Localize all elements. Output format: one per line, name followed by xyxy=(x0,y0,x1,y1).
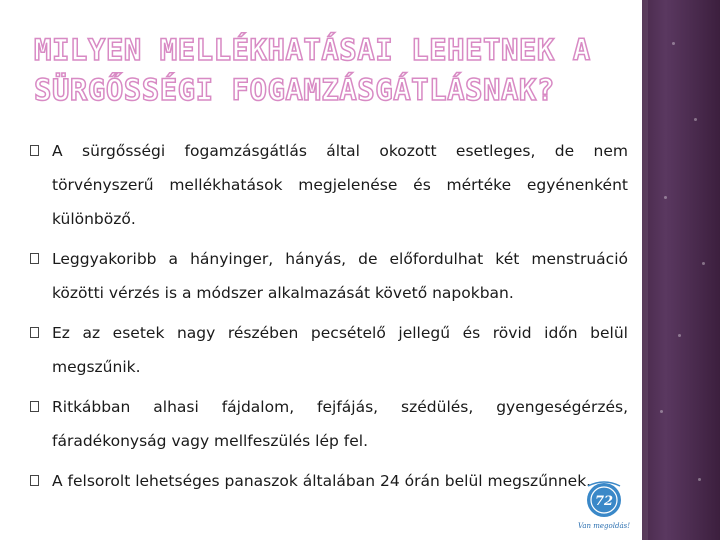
bullet-box-icon xyxy=(30,253,39,264)
bullet-box-icon xyxy=(30,401,39,412)
bullet-item xyxy=(30,316,628,384)
bullet-item xyxy=(30,242,628,310)
logo-text: Van megoldás! xyxy=(577,522,631,530)
side-stripe xyxy=(642,0,648,540)
slide-title xyxy=(34,30,624,110)
svg-text:72: 72 xyxy=(594,494,614,509)
side-dot xyxy=(660,410,663,413)
bullet-list xyxy=(30,134,628,504)
bullet-box-icon xyxy=(30,475,39,486)
title-line-1: MILYEN MELLÉKHATÁSAI LEHETNEK A xyxy=(34,33,591,67)
bullet-text: A sürgősségi fogamzásgátlás által okozott esetleges, de nem törvényszerű mellékhatások megjelenése és mértéke egyénenként különböző. xyxy=(52,142,628,228)
side-dot xyxy=(702,262,705,265)
side-dot xyxy=(664,196,667,199)
bullet-text: A felsorolt lehetséges panaszok általában 24 órán belül megszűnnek. xyxy=(52,472,592,490)
bullet-text: Ez az esetek nagy részében pecsételő jellegű és rövid időn belül megszűnik. xyxy=(52,324,628,376)
side-dot xyxy=(694,118,697,121)
bullet-item xyxy=(30,464,628,498)
logo xyxy=(572,476,636,536)
side-dot xyxy=(678,334,681,337)
title-line-2: SÜRGŐSSÉGI FOGAMZÁSGÁTLÁSNAK? xyxy=(34,73,555,107)
bullet-text: Leggyakoribb a hányinger, hányás, de előfordulhat két menstruáció közötti vérzés is a módszer alkalmazását követő napokban. xyxy=(52,250,628,302)
logo-emblem-icon xyxy=(572,476,636,524)
side-dot xyxy=(672,42,675,45)
side-dot xyxy=(698,478,701,481)
side-decoration-panel xyxy=(642,0,720,540)
bullet-item xyxy=(30,134,628,236)
bullet-item xyxy=(30,390,628,458)
bullet-box-icon xyxy=(30,327,39,338)
bullet-text: Ritkábban alhasi fájdalom, fejfájás, szédülés, gyengeségérzés, fáradékonyság vagy mellfeszülés lép fel. xyxy=(52,398,628,450)
bullet-box-icon xyxy=(30,145,39,156)
